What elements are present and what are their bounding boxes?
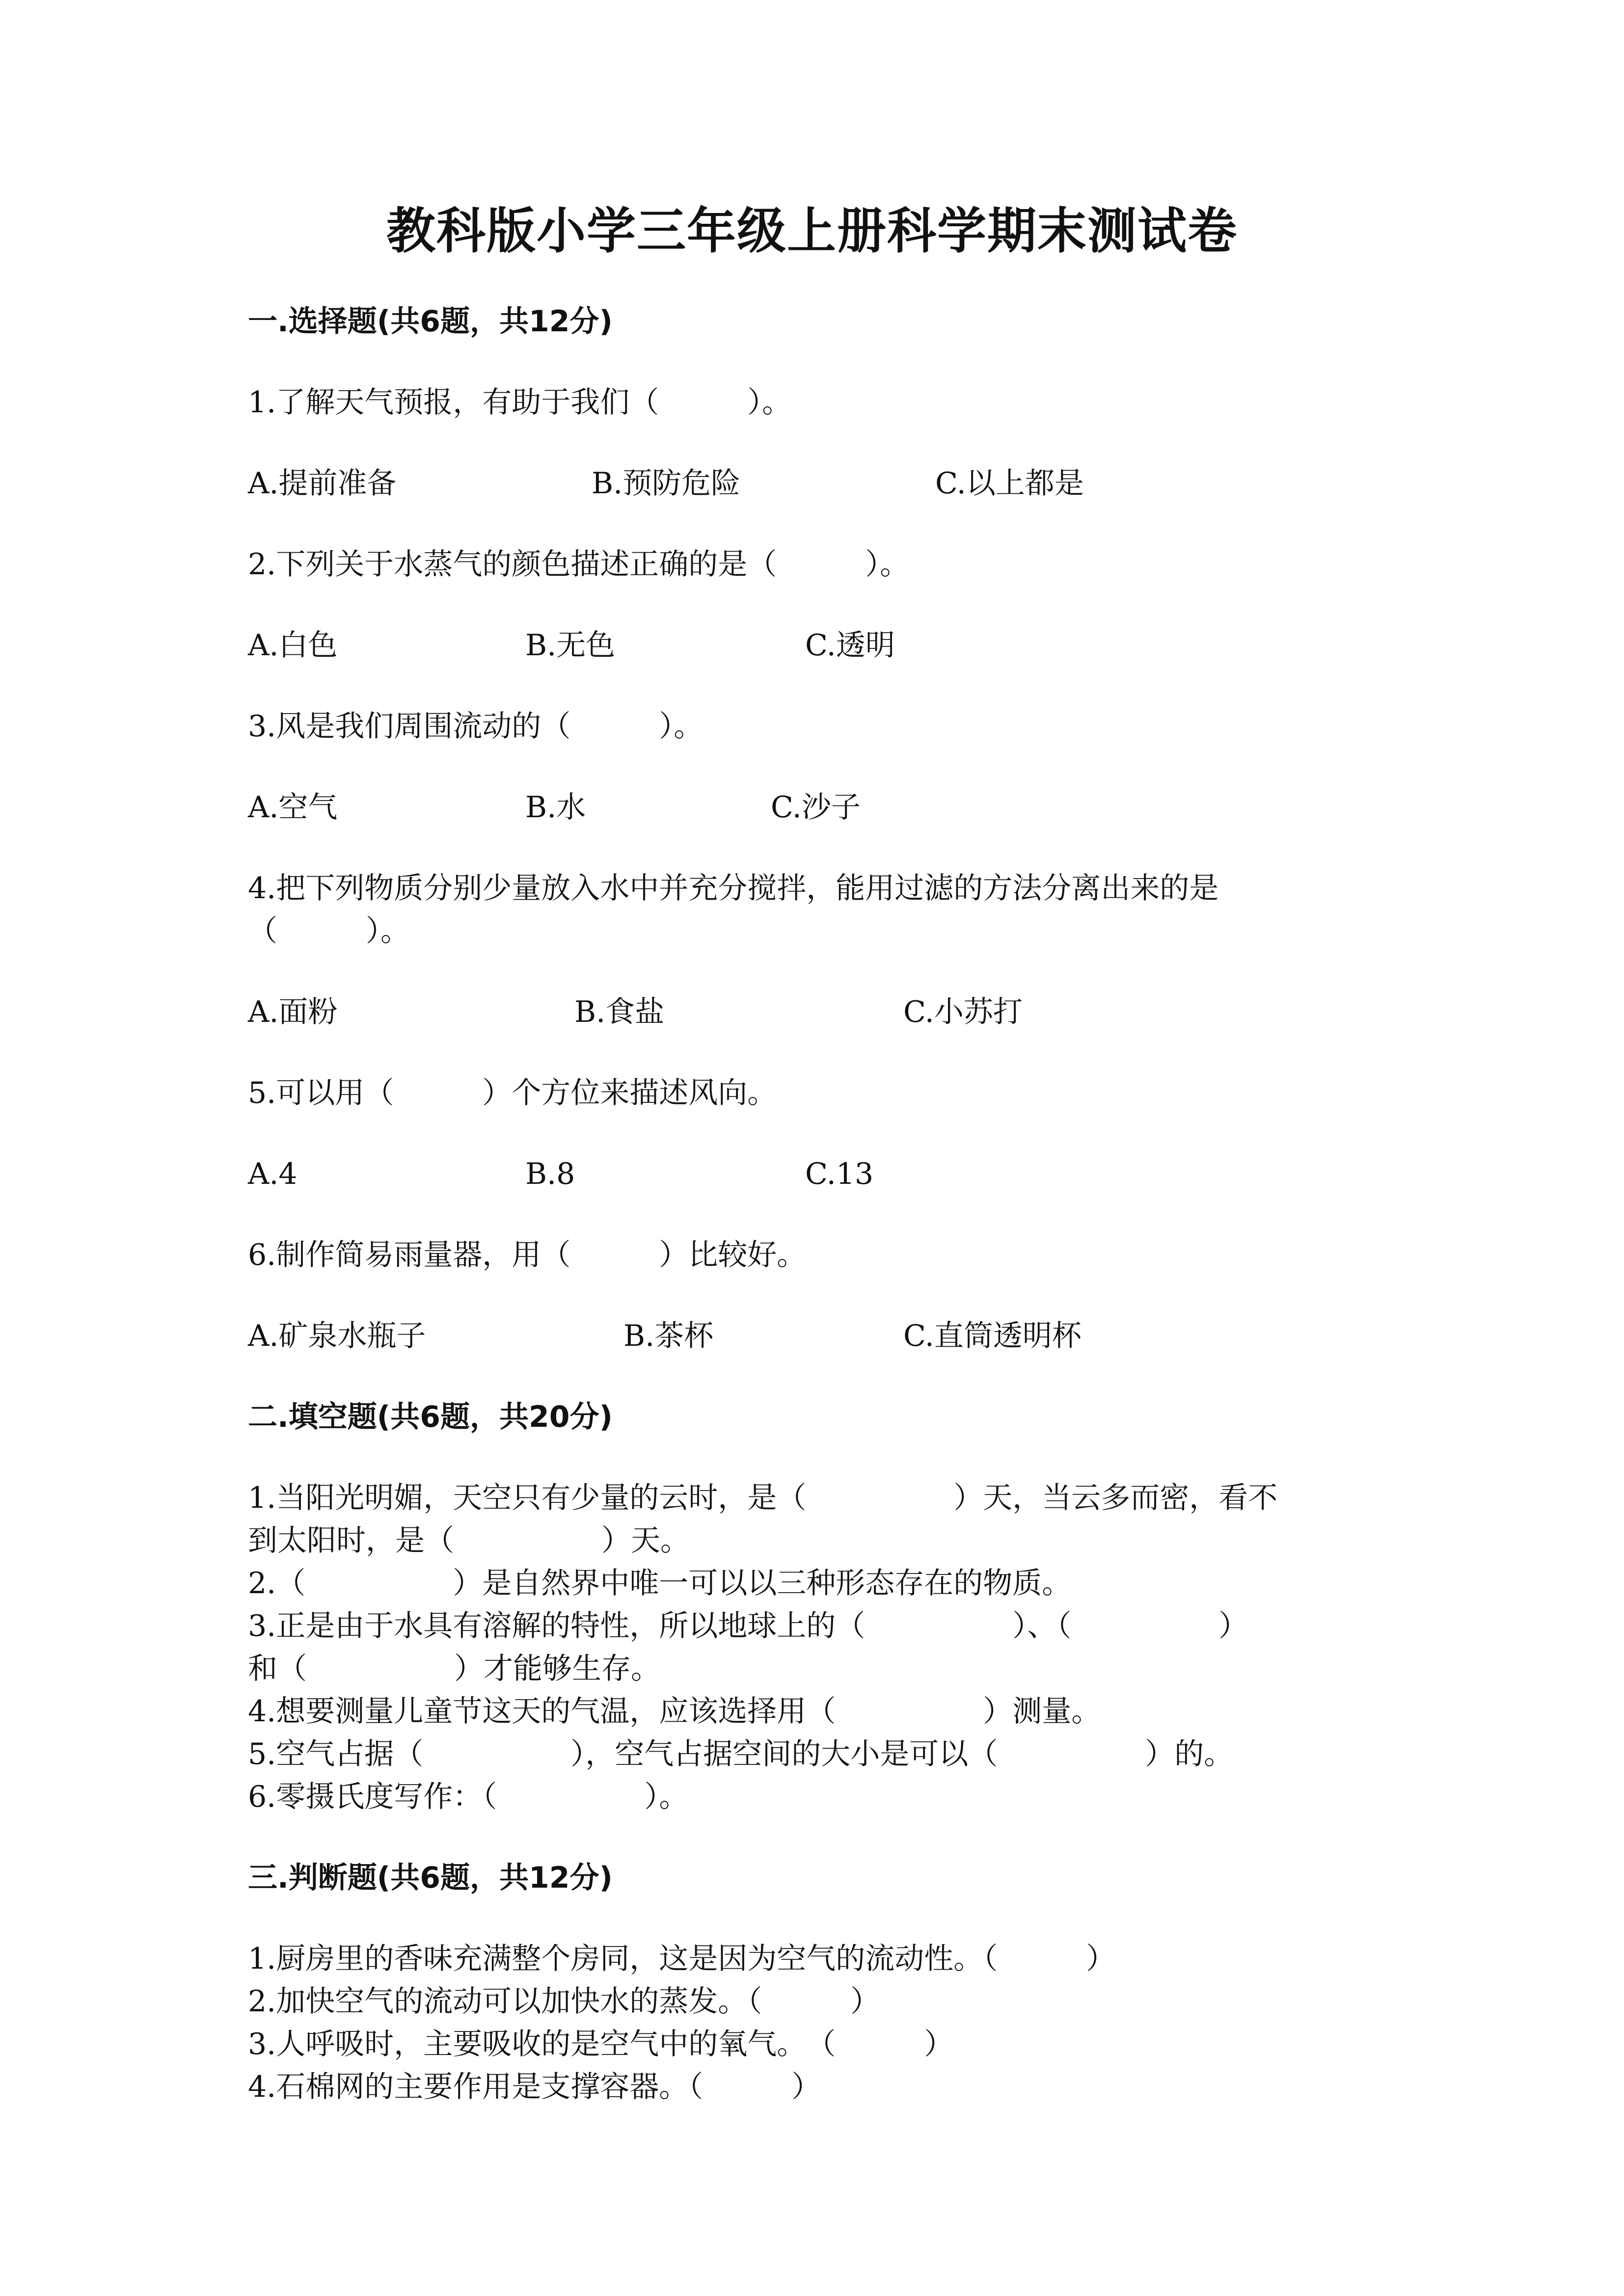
section-heading-fill-in: 二.填空题(共6题，共20分) (248, 1400, 613, 1434)
question-5-option-a: A.4 (248, 1157, 298, 1191)
judge-line-3: 3.人呼吸时，主要吸收的是空气中的氧气。 （ ） (248, 2027, 954, 2061)
fill-line-7: 5.空气占据（ ），空气占据空间的大小是可以（ ）的。 (248, 1737, 1234, 1771)
fill-line-4: 3.正是由于水具有溶解的特性，所以地球上的（ ）、（ ） (248, 1609, 1248, 1643)
question-4-option-a: A.面粉 (248, 995, 338, 1029)
question-3-option-b: B.水 (525, 790, 586, 825)
question-2-option-a: A.白色 (248, 628, 338, 663)
judge-line-2: 2.加快空气的流动可以加快水的蒸发。（ ） (248, 1984, 880, 2019)
fill-line-5: 和（ ）才能够生存。 (248, 1652, 660, 1686)
fill-line-2: 到太阳时，是（ ）天。 (248, 1523, 690, 1558)
question-5-option-b: B.8 (525, 1157, 575, 1191)
question-2-text: 2.下列关于水蒸气的颜色描述正确的是（ ）。 (248, 547, 910, 582)
section-heading-multiple-choice: 一.选择题(共6题，共12分) (248, 304, 613, 339)
question-5-text: 5.可以用（ ）个方位来描述风向。 (248, 1076, 777, 1110)
question-1-text: 1.了解天气预报，有助于我们（ ）。 (248, 385, 792, 420)
fill-line-8: 6.零摄氏度写作：（ ）。 (248, 1780, 689, 1814)
question-4-option-c: C.小苏打 (903, 995, 1023, 1029)
question-2-option-b: B.无色 (525, 628, 616, 663)
question-3-option-c: C.沙子 (771, 790, 861, 825)
page-title: 教科版小学三年级上册科学期末测试卷 (386, 202, 1238, 260)
section-heading-true-false: 三.判断题(共6题，共12分) (248, 1861, 613, 1895)
question-6-option-b: B.茶杯 (623, 1319, 714, 1353)
question-4-option-b: B.食盐 (574, 995, 665, 1029)
fill-line-3: 2.（ ）是自然界中唯一可以以三种形态存在的物质。 (248, 1566, 1072, 1601)
question-1-option-b: B.预防危险 (592, 466, 741, 501)
question-4-text-line-1: 4.把下列物质分别少量放入水中并充分搅拌，能用过滤的方法分离出来的是 (248, 871, 1219, 906)
question-4-text-line-2: （ ）。 (248, 914, 410, 948)
question-3-text: 3.风是我们周围流动的（ ）。 (248, 709, 704, 744)
question-2-option-c: C.透明 (805, 628, 895, 663)
question-1-option-a: A.提前准备 (248, 466, 397, 501)
judge-line-1: 1.厨房里的香味充满整个房同，这是因为空气的流动性。（ ） (248, 1942, 1116, 1976)
question-6-option-c: C.直筒透明杯 (903, 1319, 1082, 1353)
question-3-option-a: A.空气 (248, 790, 338, 825)
fill-line-1: 1.当阳光明媚，天空只有少量的云时，是（ ）天，当云多而密，看不 (248, 1481, 1278, 1515)
judge-line-4: 4.石棉网的主要作用是支撑容器。（ ） (248, 2070, 821, 2104)
question-6-option-a: A.矿泉水瓶子 (248, 1319, 426, 1353)
question-5-option-c: C.13 (805, 1157, 874, 1191)
fill-line-6: 4.想要测量儿童节这天的气温，应该选择用（ ）测量。 (248, 1694, 1101, 1729)
question-1-option-c: C.以上都是 (935, 466, 1084, 501)
question-6-text: 6.制作简易雨量器，用（ ）比较好。 (248, 1238, 807, 1272)
